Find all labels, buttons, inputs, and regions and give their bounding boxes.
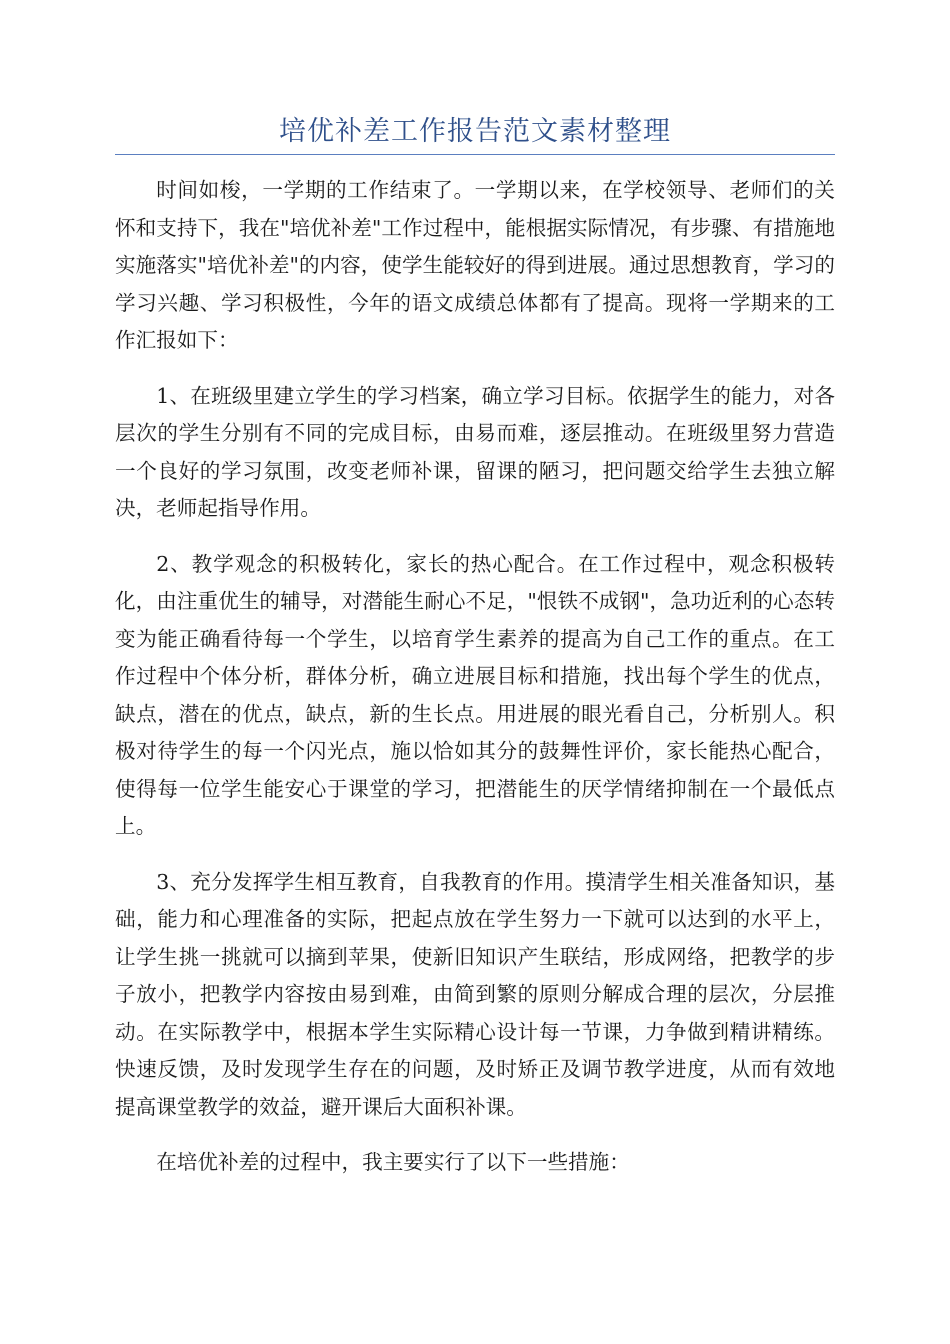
document-title: 培优补差工作报告范文素材整理: [279, 116, 671, 147]
paragraph-measures: 在培优补差的过程中，我主要实行了以下一些措施：: [156, 1150, 630, 1174]
paragraph-item-3: 3、充分发挥学生相互教育，自我教育的作用。摸清学生相关准备知识，基础，能力和心理准备的实际，把起点放在学生努力一下就可以达到的水平上，让学生挑一挑就可以摘到苹果，使新旧知识产生联结，形成网络，把教学的步子放小，把教学内容按由易到难，由简到繁的原则分解成合理的层次，分层推动。在实际教学中，根据本学生实际精心设计每一节课，力争做到精讲精练。快速反馈，及时发现学生存在的问题，及时矫正及调节教学进度，从而有效地提高课堂教学的效益，避开课后大面积补课。: [115, 869, 835, 1119]
title-underline: [115, 154, 835, 155]
paragraph-item-1: 1、在班级里建立学生的学习档案，确立学习目标。依据学生的能力，对各层次的学生分别有不同的完成目标，由易而难，逐层推动。在班级里努力营造一个良好的学习氛围，改变老师补课，留课的陋习，把问题交给学生去独立解决，老师起指导作用。: [115, 383, 835, 520]
document-body: [115, 172, 835, 1200]
paragraph-intro: 时间如梭，一学期的工作结束了。一学期以来，在学校领导、老师们的关怀和支持下，我在"培优补差"工作过程中，能根据实际情况，有步骤、有措施地实施落实"培优补差"的内容，使学生能较好的得到进展。通过思想教育，学习的学习兴趣、学习积极性，今年的语文成绩总体都有了提高。现将一学期来的工作汇报如下：: [115, 178, 835, 352]
paragraph-item-2: 2、教学观念的积极转化，家长的热心配合。在工作过程中，观念积极转化，由注重优生的辅导，对潜能生耐心不足，"恨铁不成钢"，急功近利的心态转变为能正确看待每一个学生，以培育学生素养的提高为自己工作的重点。在工作过程中个体分析，群体分析，确立进展目标和措施，找出每个学生的优点，缺点，潜在的优点，缺点，新的生长点。用进展的眼光看自己，分析别人。积极对待学生的每一个闪光点，施以恰如其分的鼓舞性评价，家长能热心配合，使得每一位学生能安心于课堂的学习，把潜能生的厌学情绪抑制在一个最低点上。: [115, 551, 835, 838]
